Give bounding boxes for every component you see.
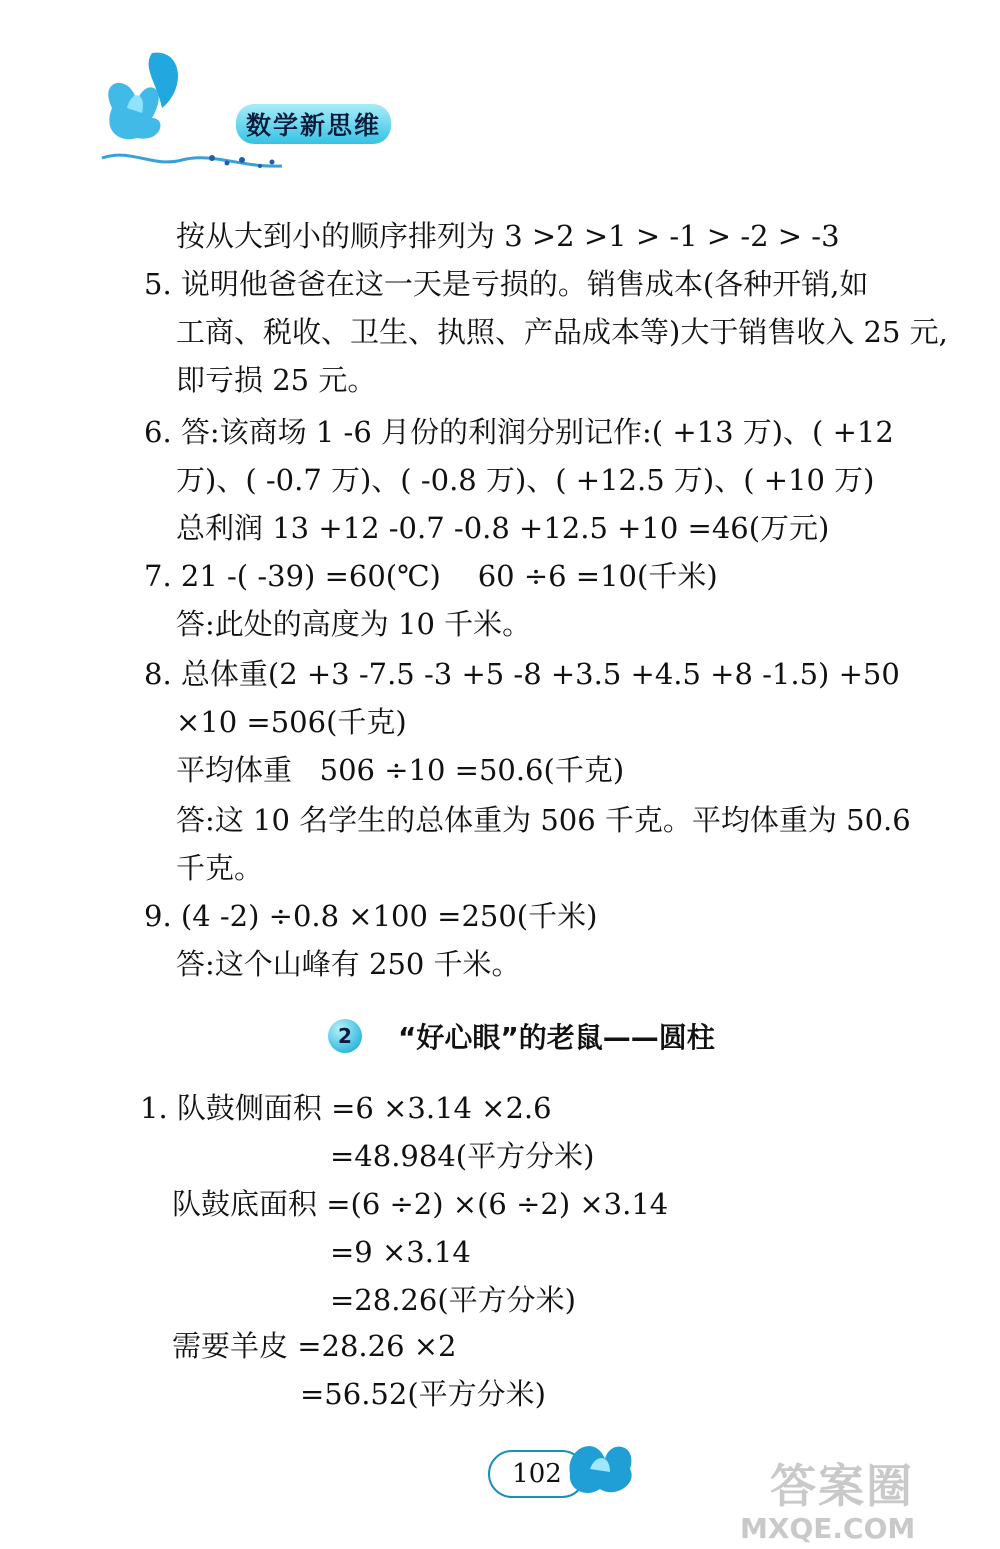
answer-line: 答:这 10 名学生的总体重为 506 千克。平均体重为 50.6 bbox=[176, 803, 911, 837]
answer-line: 5. 说明他爸爸在这一天是亏损的。销售成本(各种开销,如 bbox=[144, 267, 869, 301]
watermark-logo: 答案圈 bbox=[770, 1459, 914, 1513]
calc-line: =9 ×3.14 bbox=[330, 1235, 471, 1269]
answer-line: 万)、( -0.7 万)、( -0.8 万)、( +12.5 万)、( +10 万) bbox=[176, 463, 875, 497]
answer-line: 8. 总体重(2 +3 -7.5 -3 +5 -8 +3.5 +4.5 +8 -1.5) +50 bbox=[144, 657, 900, 691]
answer-line: 工商、税收、卫生、执照、产品成本等)大于销售收入 25 元, bbox=[176, 315, 948, 349]
answer-line: 6. 答:该商场 1 -6 月份的利润分别记作:( +13 万)、( +12 bbox=[144, 415, 894, 449]
book-series-title: 数学新思维 bbox=[236, 104, 391, 144]
section-heading bbox=[328, 1016, 715, 1056]
calc-line: 1. 队鼓侧面积 =6 ×3.14 ×2.6 bbox=[140, 1091, 552, 1125]
flower-corner-icon bbox=[560, 1424, 640, 1504]
answer-line: 按从大到小的顺序排列为 3 >2 >1 > -1 > -2 > -3 bbox=[176, 219, 840, 253]
watermark-url: MXQE.COM bbox=[740, 1512, 916, 1545]
answer-line: 答:此处的高度为 10 千米。 bbox=[176, 607, 532, 641]
answer-line: ×10 =506(千克) bbox=[176, 705, 407, 739]
calc-line: =28.26(平方分米) bbox=[330, 1283, 576, 1317]
calc-line: =48.984(平方分米) bbox=[330, 1139, 595, 1173]
answer-line: 总利润 13 +12 -0.7 -0.8 +12.5 +10 =46(万元) bbox=[176, 511, 830, 545]
watermark bbox=[730, 1450, 1000, 1549]
section-title: “好心眼”的老鼠——圆柱 bbox=[398, 1021, 715, 1054]
section-number-badge: 2 bbox=[328, 1019, 362, 1053]
calc-line: 需要羊皮 =28.26 ×2 bbox=[172, 1329, 457, 1363]
answer-line: 9. (4 -2) ÷0.8 ×100 =250(千米) bbox=[144, 899, 598, 933]
answer-line: 答:这个山峰有 250 千米。 bbox=[176, 947, 521, 981]
answer-line: 7. 21 -( -39) =60(℃) 60 ÷6 =10(千米) bbox=[144, 559, 718, 593]
calc-line: =56.52(平方分米) bbox=[300, 1377, 546, 1411]
page-number: 102 bbox=[488, 1450, 586, 1498]
calc-line: 队鼓底面积 =(6 ÷2) ×(6 ÷2) ×3.14 bbox=[172, 1187, 669, 1221]
answer-line: 即亏损 25 元。 bbox=[176, 363, 377, 397]
answer-line: 千克。 bbox=[176, 851, 264, 885]
answer-line: 平均体重 506 ÷10 =50.6(千克) bbox=[176, 753, 625, 787]
